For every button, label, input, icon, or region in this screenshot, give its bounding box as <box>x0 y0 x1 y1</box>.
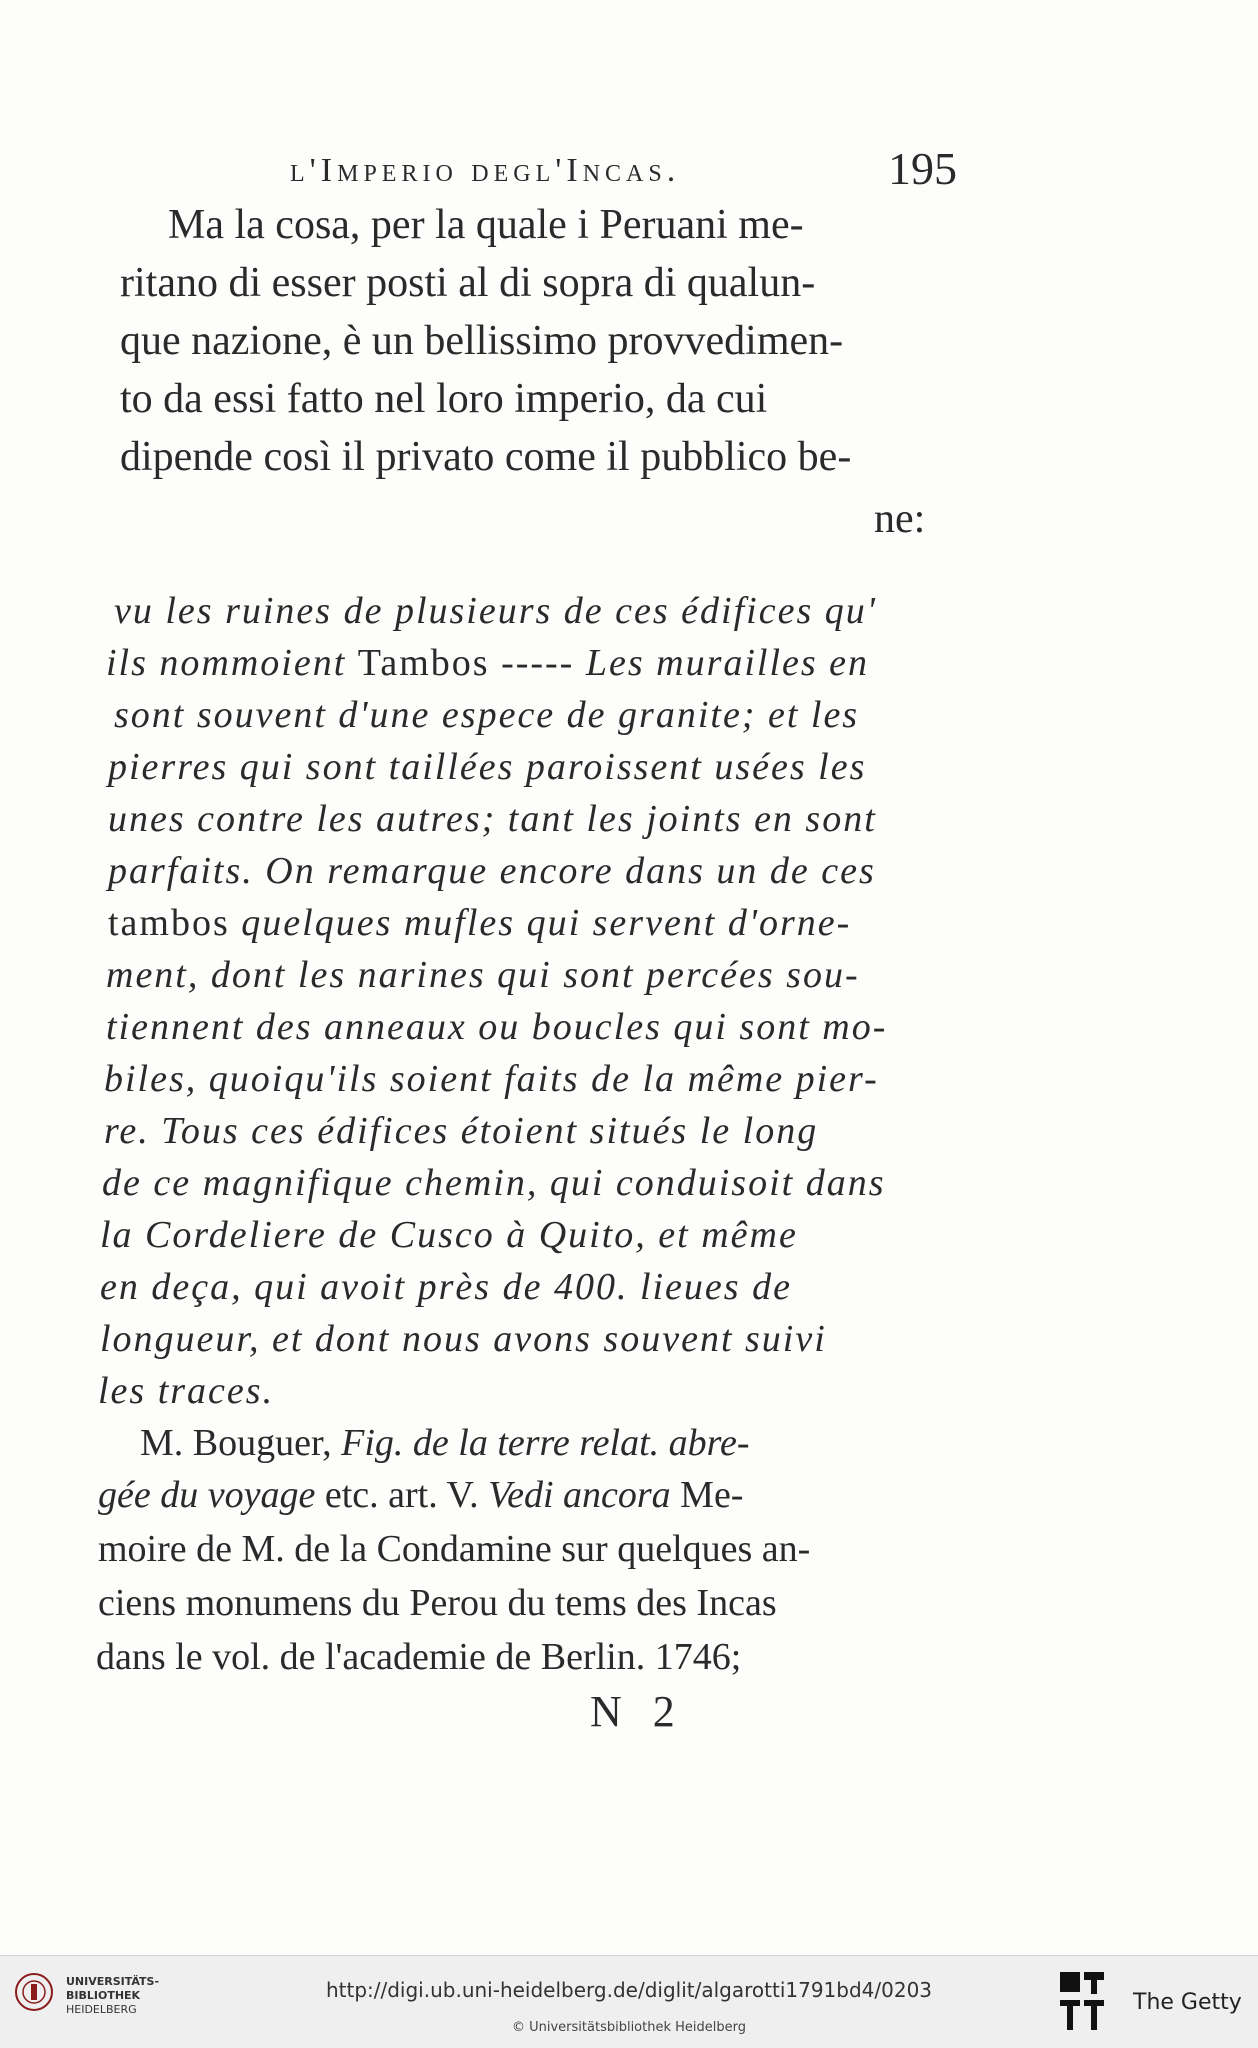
reference-fragment: M. Bouguer, <box>140 1422 342 1464</box>
quote-line: ment, dont les narines qui sont percées sou- <box>106 954 860 996</box>
institution-line: UNIVERSITÄTS- <box>66 1975 160 1988</box>
quote-line <box>106 644 869 682</box>
quote-line: vu les ruines de plusieurs de ces édifices qu' <box>114 590 877 632</box>
reference-fragment: Fig. de la terre relat. abre- <box>341 1422 750 1464</box>
running-title: l'Imperio degl'Incas. <box>290 152 681 189</box>
quote-line: biles, quoiqu'ils soient faits de la même pier- <box>104 1058 879 1100</box>
copyright-notice: © Universitätsbibliothek Heidelberg <box>511 2020 746 2035</box>
quote-line: longueur, et dont nous avons souvent suivi <box>100 1318 827 1360</box>
signature-mark: N 2 <box>590 1687 685 1736</box>
reference-line <box>98 1476 743 1514</box>
quote-fragment: Tambos <box>357 642 490 684</box>
text-line: to da essi fatto nel loro imperio, da cui <box>120 376 768 422</box>
reference-line: moire de M. de la Condamine sur quelques an- <box>98 1528 811 1570</box>
partner-name: The Getty <box>1133 1990 1242 2015</box>
reference-fragment: Me- <box>670 1474 744 1516</box>
quote-line: la Cordeliere de Cusco à Quito, et même <box>100 1214 798 1256</box>
quote-line: parfaits. On remarque encore dans un de ces <box>108 850 876 892</box>
quote-line: pierres qui sont taillées paroissent usées les <box>108 746 867 788</box>
quote-line: en deça, qui avoit près de 400. lieues de <box>100 1266 792 1308</box>
text-line: dipende così il privato come il pubblico be- <box>120 434 852 480</box>
reference-fragment: Vedi ancora <box>488 1474 671 1516</box>
reference-fragment: gée du voyage <box>98 1474 316 1516</box>
quote-fragment: ----- Les murailles en <box>489 642 870 684</box>
viewer-footer <box>0 1955 1258 2048</box>
getty-logo-icon <box>1058 1970 1108 2034</box>
quote-line: re. Tous ces édifices étoient situés le long <box>104 1110 819 1152</box>
quote-line <box>108 904 851 942</box>
quote-fragment: tambos <box>108 902 230 944</box>
institution-line: HEIDELBERG <box>66 2003 137 2016</box>
quote-fragment: ils nommoient <box>106 642 358 684</box>
institution-line: BIBLIOTHEK <box>66 1989 141 2002</box>
quote-line: les traces. <box>98 1370 275 1412</box>
reference-fragment: etc. art. V. <box>315 1474 489 1516</box>
text-line: Ma la cosa, per la quale i Peruani me- <box>168 202 804 248</box>
page-number: 195 <box>888 143 957 194</box>
quote-line: de ce magnifique chemin, qui conduisoit dans <box>102 1162 886 1204</box>
text-line: ne: <box>874 496 926 542</box>
permalink-url[interactable]: http://digi.ub.uni-heidelberg.de/diglit/algarotti1791bd4/0203 <box>325 1978 933 2002</box>
reference-line <box>140 1424 750 1462</box>
reference-line: ciens monumens du Perou du tems des Incas <box>98 1582 777 1624</box>
text-line: ritano di esser posti al di sopra di qualun- <box>120 260 816 306</box>
quote-fragment: quelques mufles qui servent d'orne- <box>229 902 852 944</box>
reference-line: dans le vol. de l'academie de Berlin. 1746; <box>96 1636 742 1678</box>
quote-line: tiennent des anneaux ou boucles qui sont mo- <box>106 1006 888 1048</box>
quote-line: sont souvent d'une espece de granite; et les <box>114 694 860 736</box>
text-line: que nazione, è un bellissimo provvedimen- <box>120 318 844 364</box>
quote-line: unes contre les autres; tant les joints en sont <box>108 798 877 840</box>
